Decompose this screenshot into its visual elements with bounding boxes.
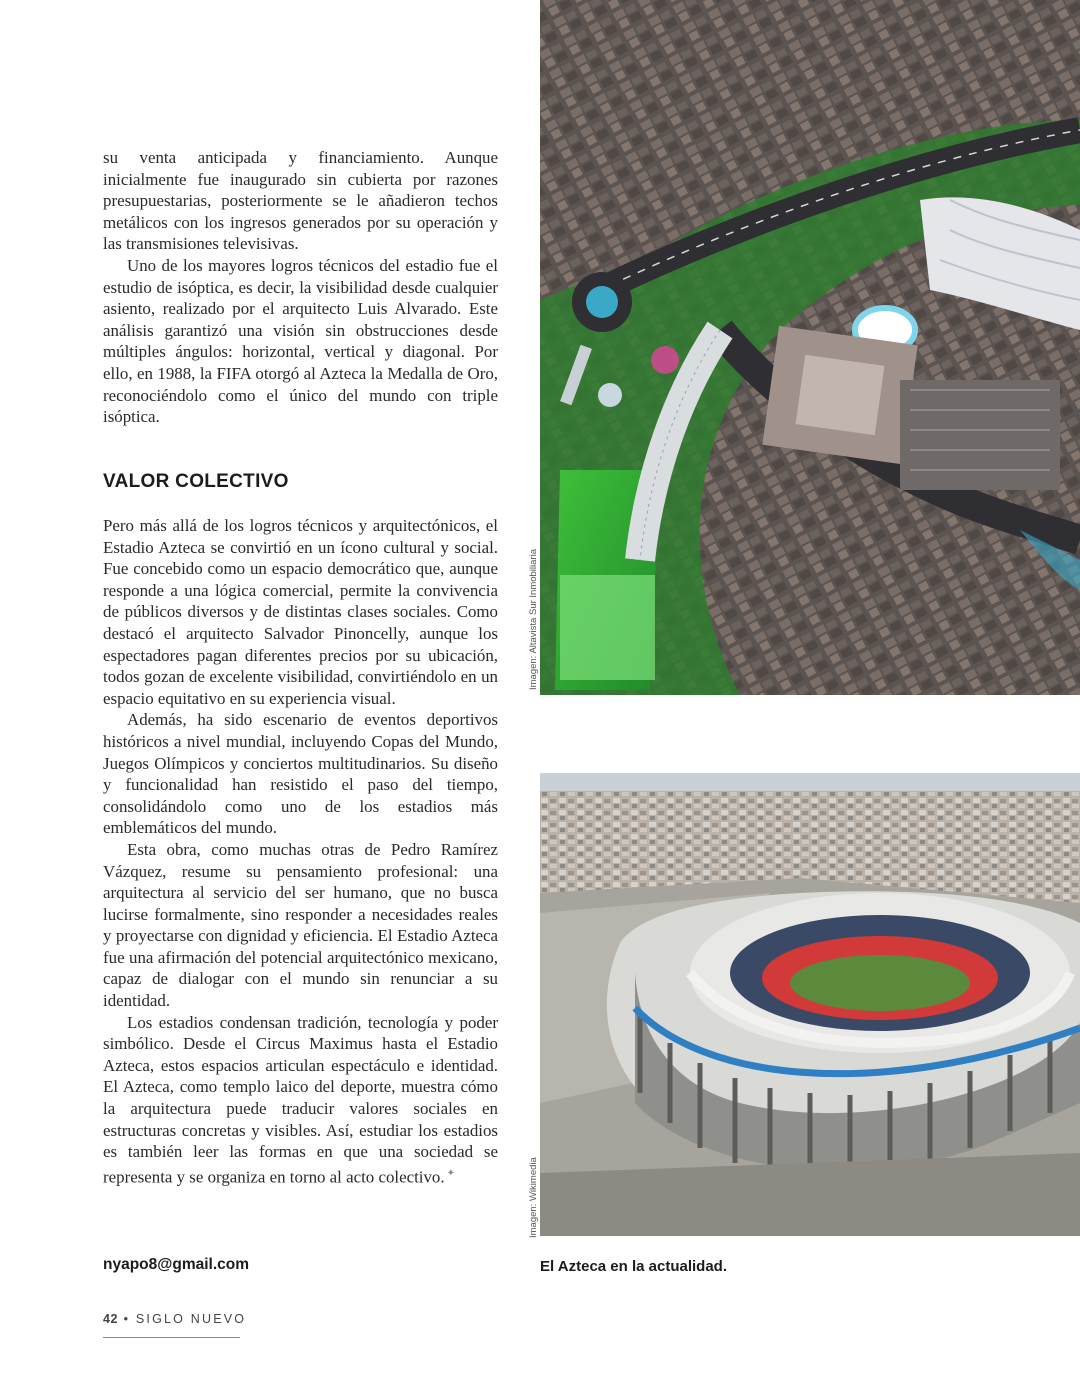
aerial-rendering-image — [540, 0, 1080, 695]
article-paragraph: su venta anticipada y financiamiento. Aunque inicialmente fue inaugurado sin cubierta por razones presupuestarias, posteriormente se le añadieron techos metálicos con los ingresos generados por su operación y las transmisiones televisivas. — [103, 148, 498, 254]
section-heading: VALOR COLECTIVO — [103, 471, 289, 492]
publication-name: SIGLO NUEVO — [135, 1312, 247, 1326]
aerial-rendering-illustration — [540, 0, 1080, 695]
page-footer — [103, 1312, 246, 1326]
footer-rule — [103, 1337, 240, 1338]
stadium-illustration — [540, 773, 1080, 1236]
end-mark-icon: ✦ — [446, 1167, 455, 1179]
article-paragraph: Uno de los mayores logros técnicos del estadio fue el estudio de isóptica, es decir, la visibilidad desde cualquier asiento, realizado por el arquitecto Luis Alvarado. Este análisis garantizó una visión sin obstrucciones desde múltiples ángulos: horizontal, vertical y diagonal. Por ello, en 1988, la FIFA otorgó al Azteca la Medalla de Oro, reconociéndolo como el único del mundo con triple isóptica. — [103, 255, 498, 427]
article-paragraph: Pero más allá de los logros técnicos y arquitectónicos, el Estadio Azteca se convirtió en un ícono cultural y social. Fue concebido como un espacio democrático que, aunque responde a una lógica comercial, permite la convivencia de públicos diversos y de distintas clases sociales. Como destacó el arquitecto Salvador Pinoncelly, aunque los espectadores pagan diferentes precios por su ubicación, todos gozan de excelente visibilidad, convirtiéndolo en un espacio equitativo en su experiencia visual. — [103, 516, 498, 708]
stadium-photo — [540, 773, 1080, 1236]
article-paragraph: Esta obra, como muchas otras de Pedro Ramírez Vázquez, resume su pensamiento profesional: una arquitectura al servicio del ser humano, que no busca lucirse formalmente, sino responder a necesidades reales y proyectarse con dignidad y eficiencia. El Estadio Azteca fue una afirmación del potencial arquitectónico mexicano, capaz de dialogar con el mundo sin renunciar a su identidad. — [103, 839, 498, 1011]
photo-caption: El Azteca en la actualidad. — [540, 1258, 728, 1275]
article-paragraph-last — [103, 1012, 498, 1188]
article-intro-column — [103, 147, 498, 428]
page-number: 42 — [103, 1312, 118, 1326]
footer-separator: • — [123, 1312, 131, 1326]
image-credit: Imagen: Altavista Sur Inmobiliaria — [528, 549, 539, 690]
author-email[interactable]: nyapo8@gmail.com — [103, 1256, 250, 1273]
article-paragraph: Además, ha sido escenario de eventos deportivos históricos a nivel mundial, incluyendo Copas del Mundo, Juegos Olímpicos y conciertos multitudinarios. Su diseño y funcionalidad han resistido el paso del tiempo, consolidándolo como uno de los estadios más emblemáticos del mundo. — [103, 710, 498, 838]
article-body-column — [103, 515, 498, 1188]
article-paragraph-text: Los estadios condensan tradición, tecnología y poder simbólico. Desde el Circus Maximus hasta el Estadio Azteca, estos espacios articulan espectáculo e identidad. El Azteca, como templo laico del deporte, muestra cómo la arquitectura puede traducir valores sociales en estructuras concretas y visibles. Así, estudiar los estadios es también leer las formas en que una sociedad se representa y se organiza en torno al acto colectivo. — [103, 1012, 498, 1187]
image-credit: Imagen: Wikimedia — [528, 1157, 539, 1238]
